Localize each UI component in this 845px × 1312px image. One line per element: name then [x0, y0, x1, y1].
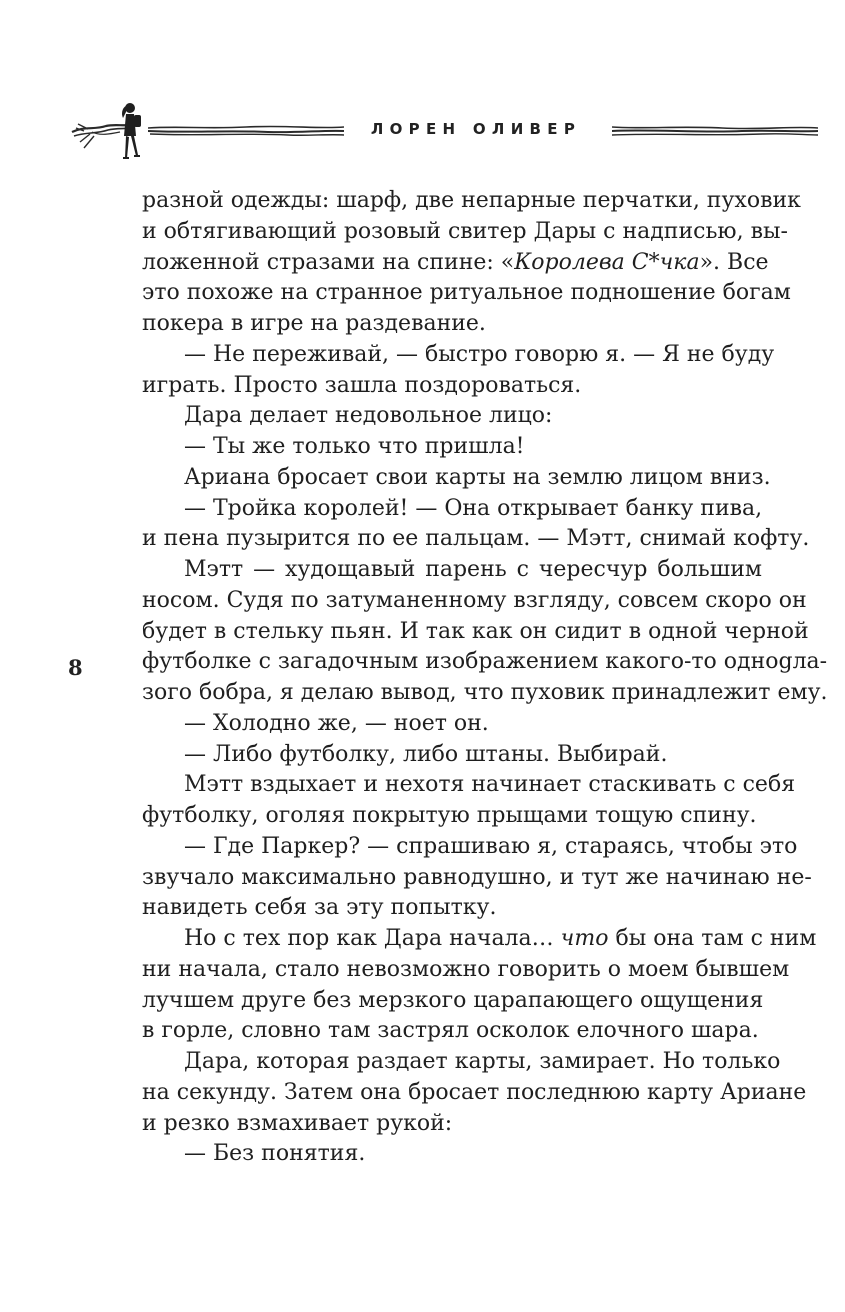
text-line [142, 371, 762, 402]
text-line [142, 278, 791, 309]
text-line [142, 647, 828, 678]
text-line [142, 309, 762, 340]
page-number: 8 [68, 655, 83, 680]
text-run: это похоже на странное ритуальное подношение богам [142, 280, 791, 306]
text-run: и обтягивающий розовый свитер Дары с надписью, вы- [142, 218, 788, 244]
text-line [142, 555, 762, 586]
text-run: Мэтт — худощавый парень с чересчур большим [184, 557, 762, 582]
text-run: Дара, которая раздает карты, замирает. Но только [184, 1049, 781, 1074]
text-run: — Холодно же, — ноет он. [184, 710, 489, 736]
text-line [142, 893, 762, 924]
text-line [142, 801, 762, 832]
text-run: играть. Просто зашла поздороваться. [142, 372, 582, 398]
text-run: — Либо футболку, либо штаны. Выбирай. [184, 741, 668, 767]
text-run: — Не переживай, — быстро говорю я. — Я не буду [184, 341, 775, 367]
text-line [142, 770, 796, 801]
text-run: в горле, словно там застрял осколок елочного шара. [142, 1018, 759, 1044]
text-run: на секунду. Затем она бросает последнюю карту Ариане [142, 1079, 807, 1105]
text-run: звучало максимально равнодушно, и тут же начинаю не- [142, 864, 812, 890]
text-line [142, 1078, 807, 1109]
text-run: Дара делает недовольное лицо: [184, 403, 553, 429]
header-rule-right [612, 124, 818, 138]
text-run: футболку, оголяя покрытую прыщами тощую спину. [142, 803, 757, 828]
running-head-author: ЛОРЕН ОЛИВЕР [370, 120, 582, 138]
text-run: футболке с загадочным изображением какого-то однogла- [142, 649, 828, 675]
text-run: — Тройка королей! — Она открывает банку пива, [184, 495, 763, 521]
text-run: лучшем друге без мерзкого царапающего ощущения [142, 987, 764, 1013]
body-text [142, 186, 828, 1170]
text-run: будет в стельку пьян. И так как он сидит в одной черной [142, 618, 809, 644]
text-line [142, 863, 812, 894]
text-line [142, 432, 762, 463]
text-line [142, 955, 790, 986]
text-run: зого бобра, я делаю вывод, что пуховик принадлежит ему. [142, 680, 828, 705]
text-run: разной одежды: шарф, две непарные перчатки, пуховик [142, 188, 801, 213]
text-run: ни начала, стало невозможно говорить о моем бывшем [142, 956, 790, 982]
text-run: и резко взмахивает рукой: [142, 1110, 453, 1136]
text-line [142, 524, 810, 555]
text-line [142, 248, 769, 279]
header-rule-left [148, 124, 344, 138]
text-run: носом. Судя по затуманенному взгляду, совсем скоро он [142, 587, 807, 613]
text-line [142, 1016, 762, 1047]
text-line [142, 1047, 781, 1078]
text-run: ложенной стразами на спине: « [142, 249, 515, 275]
text-run: навидеть себя за эту попытку. [142, 895, 497, 921]
italic-text: Королева С*чка [514, 249, 700, 275]
text-run: Но с тех пор как Дара начала… [184, 926, 561, 951]
text-run: Мэтт вздыхает и нехотя начинает стаскивать с себя [184, 772, 796, 798]
text-line [142, 924, 817, 955]
text-run: и пена пузырится по ее пальцам. — Мэтт, снимай кофту. [142, 526, 810, 552]
text-line [142, 986, 762, 1017]
text-line [142, 709, 762, 740]
text-line [142, 586, 807, 617]
text-line [142, 494, 762, 525]
text-run: бы она там с ним [608, 926, 817, 951]
text-line [142, 217, 788, 248]
text-line [142, 678, 828, 709]
text-line [142, 740, 762, 771]
text-line [142, 340, 775, 371]
text-line [142, 832, 798, 863]
italic-text: что [560, 926, 609, 951]
text-run: ». Все [699, 249, 769, 275]
text-run: — Где Паркер? — спрашиваю я, стараясь, чтобы это [184, 833, 798, 859]
text-line [142, 186, 801, 217]
text-line [142, 1109, 762, 1140]
text-run: — Без понятия. [184, 1141, 366, 1167]
text-run: — Ты же только что пришла! [184, 434, 525, 459]
text-line [142, 617, 809, 648]
text-line [142, 463, 771, 494]
text-run: покера в игре на раздевание. [142, 311, 486, 336]
text-line [142, 1139, 762, 1170]
text-line [142, 401, 762, 432]
text-run: Ариана бросает свои карты на землю лицом вниз. [184, 464, 771, 490]
